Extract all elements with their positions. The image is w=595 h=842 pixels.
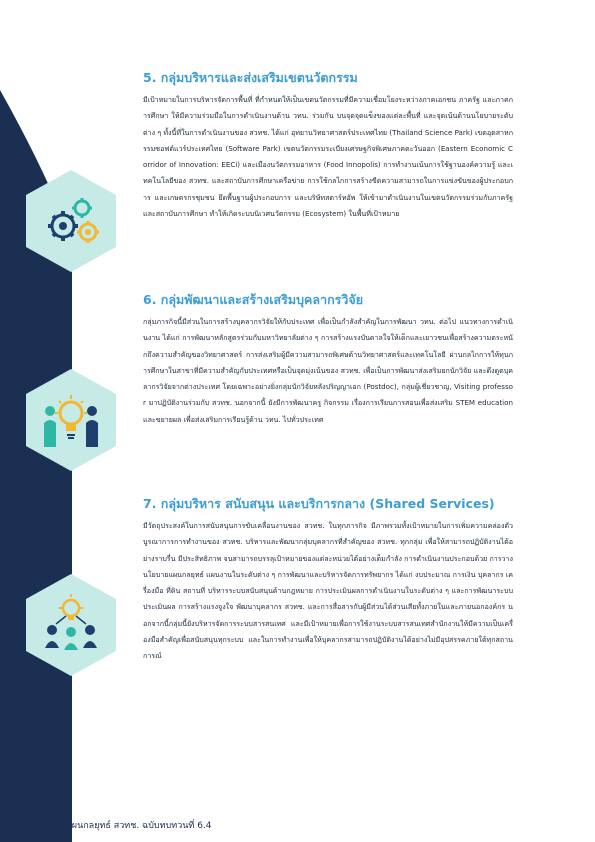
section-title: 5. กลุ่มบริหารและส่งเสริมเขตนวัตกรรม: [143, 70, 358, 85]
section-body: มีเป้าหมายในการบริหารจัดการพื้นที่ ที่กำหนดให้เป็นเขตนวัตกรรมที่มีความเชื่อมโยงระหว่างภาคเอกชน ภาครัฐ และภาคการศึกษา ให้มีความร่วมมือในการดำเนินงานด้าน วทน. ร่วมกัน บนจุดจุดแข็งของแต่ละพื้นที่ และจุดเน้นด้านนโยบายระดับต่าง ๆ ทั้งนี้ที่ในการดำเนินงานของ สวทช. ได้แก่ อุทยานวิทยาศาสตร์ประเทศไทย (Thailand Science Park) เขตอุตสาหกรรมซอฟต์แวร์ประเทศไทย (Software Park) เขตนวัตกรรมระเบียงเศรษฐกิจพิเศษภาคตะวันออก (Eastern Economic Corridor of Innovation: EECi) และเมืองนวัตกรรมอาหาร (Food Innopolis) การทำงานเน้นการใช้ฐานองค์ความรู้ และเทคโนโลยีของ สวทช. และสถาบันการศึกษาเครือข่าย การใช้กลไกการสร้างขีดความสามารถในการแข่งขันของผู้ประกอบการ และเกษตรกรชุมชน ยึดพื้นฐานผู้ประกอบการ และบริษัทสตาร์ทอัพ ให้เข้ามาดำเนินงานในเขตนวัตกรรมร่วมกับภาครัฐ และสถาบันการศึกษา ทำให้เกิดระบบนิเวศนวัตกรรม (Ecosystem) ในพื้นที่เป้าหมาย: [143, 95, 513, 219]
section-body: กลุ่มภารกิจนี้มีส่วนในการสร้างบุคลากรวิจัยให้กับประเทศ เพื่อเป็นกำลังสำคัญในการพัฒนา วทน. ต่อไป แนวทางการดำเนินงาน ได้แก่ การพัฒนาหลักสูตรร่วมกับมหาวิทยาลัยต่าง ๆ การสร้างแรงบันดาลใจให้เด็กและเยาวชนเพื่อสร้างความตระหนักถึงความสำคัญของวิทยาศาสตร์ การส่งเสริมผู้มีความสามารถพิเศษด้านวิทยาศาสตร์และเทคโนโลยี ผ่านกลไกการให้ทุนการศึกษาในสาขาที่มีความสำคัญกับประเทศหรือเป็นจุดมุ่งเน้นของ สวทช. เพื่อเป็นการพัฒนาส่งเสริมยกนักวิจัย และดึงดูดบุคลากรวิจัยจากต่างประเทศ โดยเฉพาะอย่างยิ่งกลุ่มนักวิจัยหลังปริญญาเอก (Postdoc), กลุ่มผู้เชี่ยวชาญ, Visiting professor มาปฏิบัติงานร่วมกับ สวทช. นอกจากนี้ ยังมีการพัฒนาครู กิจกรรม เรื่องการเรียนการสอนเพื่อส่งเสริม STEM education และขยายผล เพื่อส่งเสริมการเรียนรู้ด้าน วทน. ไปทั่วประเทศ: [143, 317, 513, 424]
section-shared-services: [143, 494, 513, 665]
team-idea-icon: [18, 572, 124, 678]
gears-icon: [18, 168, 124, 274]
footer-document-title: แผนกลยุทธ์ สวทช. ฉบับทบทวนที่ 6.4: [66, 821, 212, 831]
section-research-personnel: [143, 290, 513, 428]
section-innovation-zone: [143, 68, 513, 222]
page-number: 16: [27, 813, 50, 832]
lightbulb-people-icon: [18, 367, 124, 473]
section-body: มีวัตถุประสงค์ในการสนับสนุนการขับเคลื่อนงานของ สวทช. ในทุกภารกิจ มีภาพรวมทั้งเป้าหมายในการเพิ่มความคล่องตัว บูรณาการการทำงานของ สวทช. บริหารและพัฒนากลุ่มบุคลากรที่สำคัญของ สวทช. ทุกกลุ่ม เพื่อให้สามารถปฏิบัติงานได้อย่างราบรื่น มีประสิทธิภาพ จนสามารถบรรลุเป้าหมายของแต่ละหน่วยได้อย่างเต็มกำลัง การดำเนินงานประกอบด้วย การวางนโยบายแผนกลยุทธ์ แผนงานในระดับต่าง ๆ การพัฒนาและบริหารจัดการทรัพยากร ได้แก่ งบประมาณ การเงิน บุคลากร เครื่องมือ ที่ดิน สถานที่ บริหารระบบสนับสนุนด้านกฎหมาย การประเมินผลการดำเนินงานในระดับต่าง ๆ และการพัฒนาระบบประเมินผล การสร้างแรงจูงใจ พัฒนาบุคลากร สวทช. และการสื่อสารกับผู้มีส่วนได้ส่วนเสียทั้งภายในและภายนอกองค์กร นอกจากนี้กลุ่มนี้ยังบริหารจัดการระบบสารสนเทศ และมีเป้าหมายเพื่อการใช้งานระบบสารสนเทศสำนักงานให้มีความเป็นเครื่องมือสำคัญเพื่อสนับสนุนทุกระบบ และในการทำงานเพื่อให้บุคลากรสามารถปฏิบัติงานได้อย่างไม่มีอุปสรรคภายใต้ทุกสถานการณ์: [143, 521, 513, 661]
section-title: 7. กลุ่มบริหาร สนับสนุน และบริการกลาง (Shared Services): [143, 496, 495, 511]
section-title: 6. กลุ่มพัฒนาและสร้างเสริมบุคลากรวิจัย: [143, 292, 364, 307]
